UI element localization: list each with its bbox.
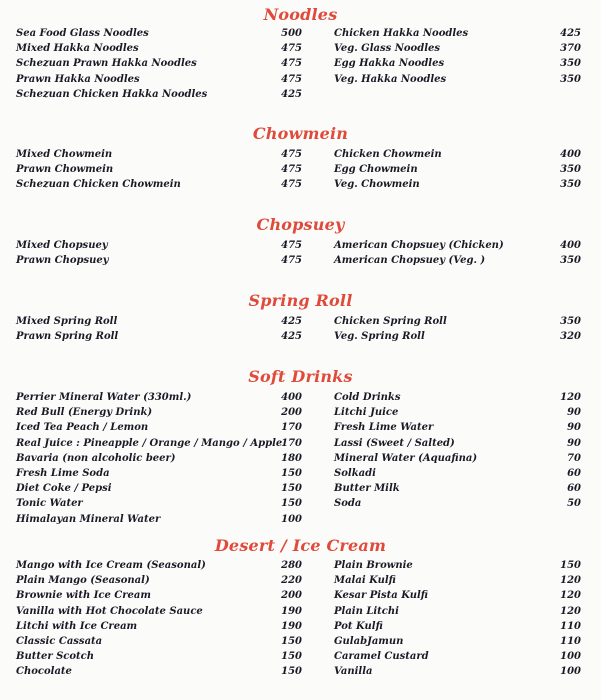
menu-item-price: 190 <box>281 620 302 632</box>
menu-item-price: 320 <box>560 331 581 343</box>
menu-item-name: Veg. Chowmein <box>334 179 420 191</box>
menu-item-price: 400 <box>560 149 581 160</box>
menu-item-name: Mixed Spring Roll <box>16 316 118 327</box>
menu-item-price: 150 <box>281 498 302 510</box>
menu-item-name: Iced Tea Peach / Lemon <box>16 422 149 434</box>
menu-item-name: Brownie with Ice Cream <box>16 590 151 602</box>
menu-item-name: Pot Kulfi <box>334 620 383 632</box>
menu-item-price: 475 <box>281 255 302 267</box>
menu-item-name: Litchi Juice <box>334 407 399 419</box>
menu-item-price: 475 <box>281 240 302 251</box>
menu-item-name: Classic Cassata <box>16 636 103 647</box>
section-title: Noodles <box>263 5 338 24</box>
menu-item-price: 200 <box>281 590 302 602</box>
menu-item-price: 475 <box>281 179 302 191</box>
menu-item-name: Veg. Hakka Noodles <box>334 73 447 85</box>
menu-item-name: Chicken Spring Roll <box>334 316 447 327</box>
menu-item-price: 400 <box>560 240 581 251</box>
menu-item-price: 425 <box>560 28 581 39</box>
menu-item-name: Chicken Hakka Noodles <box>334 28 469 39</box>
menu-item-price: 90 <box>567 407 581 419</box>
menu-item-price: 50 <box>567 498 581 510</box>
menu-item-name: Butter Scotch <box>16 651 95 663</box>
menu-item-name: Perrier Mineral Water (330ml.) <box>16 392 192 403</box>
menu-item-name: American Chopsuey (Chicken) <box>334 240 504 251</box>
menu-item-price: 110 <box>560 620 581 632</box>
menu-item-name: Cold Drinks <box>334 392 401 403</box>
menu-item-price: 120 <box>560 605 581 617</box>
section-title: Chopsuey <box>256 215 345 234</box>
menu-item-price: 100 <box>281 513 302 525</box>
menu-item-price: 280 <box>281 560 302 571</box>
menu-item-name: Schezuan Chicken Hakka Noodles <box>16 88 208 100</box>
menu-item-name: Prawn Chopsuey <box>16 255 109 267</box>
menu-item-name: Red Bull (Energy Drink) <box>16 407 153 419</box>
menu-item-price: 120 <box>560 575 581 587</box>
menu-item-price: 150 <box>281 666 302 678</box>
menu-item-name: Egg Chowmein <box>334 164 418 176</box>
menu-item-name: Lassi (Sweet / Salted) <box>334 437 455 449</box>
menu-item-name: Mango with Ice Cream (Seasonal) <box>16 560 206 571</box>
menu-item-price: 370 <box>560 43 581 55</box>
menu-item-price: 70 <box>567 452 581 464</box>
menu-item-name: Fresh Lime Water <box>334 422 434 434</box>
menu-item-price: 150 <box>281 636 302 647</box>
menu-item-name: Mineral Water (Aquafina) <box>334 452 478 464</box>
menu-item-name: Plain Brownie <box>334 560 413 571</box>
menu-item-price: 150 <box>560 560 581 571</box>
menu-item-price: 60 <box>567 468 581 479</box>
menu-item-name: Veg. Glass Noodles <box>334 43 440 55</box>
menu-item-name: Malai Kulfi <box>334 575 396 587</box>
menu-item-name: Solkadi <box>334 468 376 479</box>
menu-item-price: 120 <box>560 590 581 602</box>
menu-item-name: Chocolate <box>16 666 72 678</box>
menu-item-name: Prawn Spring Roll <box>16 331 119 343</box>
menu-item-name: Kesar Pista Kulfi <box>334 590 429 602</box>
menu-item-name: Soda <box>334 498 362 510</box>
menu-item-price: 475 <box>281 149 302 160</box>
menu-item-name: Himalayan Mineral Water <box>16 513 161 525</box>
menu-item-price: 350 <box>560 179 581 191</box>
menu-item-price: 350 <box>560 73 581 85</box>
menu-item-price: 110 <box>560 636 581 647</box>
menu-item-name: Mixed Hakka Noodles <box>16 43 139 55</box>
menu-item-price: 60 <box>567 483 581 495</box>
menu-item-name: Schezuan Prawn Hakka Noodles <box>16 58 197 70</box>
menu-item-name: Prawn Hakka Noodles <box>16 73 140 85</box>
section-title: Spring Roll <box>248 291 353 310</box>
menu-item-price: 150 <box>281 651 302 663</box>
section-title: Desert / Ice Cream <box>214 536 387 555</box>
menu-item-name: Prawn Chowmein <box>16 164 114 176</box>
menu-item-name: Vanilla with Hot Chocolate Sauce <box>16 605 203 617</box>
menu-item-price: 350 <box>560 58 581 70</box>
menu-item-price: 90 <box>567 422 581 434</box>
menu-item-name: Egg Hakka Noodles <box>334 58 445 70</box>
menu-item-name: Mixed Chowmein <box>16 149 113 160</box>
menu-item-price: 190 <box>281 605 302 617</box>
menu-item-price: 150 <box>281 468 302 479</box>
menu-item-price: 475 <box>281 43 302 55</box>
menu-item-name: Caramel Custard <box>334 651 429 663</box>
menu-item-name: Real Juice : Pineapple / Orange / Mango / Apple <box>16 437 283 449</box>
menu-item-price: 425 <box>281 88 302 100</box>
menu-item-price: 475 <box>281 73 302 85</box>
menu-item-price: 475 <box>281 164 302 176</box>
menu-item-name: American Chopsuey (Veg. ) <box>334 255 486 267</box>
menu-item-name: Plain Mango (Seasonal) <box>16 575 150 587</box>
menu-item-price: 100 <box>560 651 581 663</box>
menu-item-name: Fresh Lime Soda <box>16 468 110 479</box>
menu-item-name: Butter Milk <box>334 483 400 495</box>
menu-item-name: Plain Litchi <box>334 605 399 617</box>
menu-item-price: 425 <box>281 316 302 327</box>
menu-item-price: 180 <box>281 452 302 464</box>
menu-item-price: 150 <box>281 483 302 495</box>
menu-item-name: Veg. Spring Roll <box>334 331 425 343</box>
section-title: Chowmein <box>252 124 349 143</box>
menu-item-name: Sea Food Glass Noodles <box>16 28 149 39</box>
menu-item-price: 475 <box>281 58 302 70</box>
menu-item-price: 500 <box>281 28 302 39</box>
menu-item-name: Schezuan Chicken Chowmein <box>16 179 181 191</box>
menu-item-name: Bavaria (non alcoholic beer) <box>16 452 176 464</box>
menu-item-price: 425 <box>281 331 302 343</box>
section-title: Soft Drinks <box>248 367 353 386</box>
menu-item-price: 170 <box>281 437 302 449</box>
menu-item-price: 400 <box>281 392 302 403</box>
menu-item-price: 350 <box>560 255 581 267</box>
menu-item-name: Diet Coke / Pepsi <box>16 483 112 495</box>
menu-item-price: 350 <box>560 316 581 327</box>
menu-item-price: 350 <box>560 164 581 176</box>
menu-item-name: Vanilla <box>334 666 373 678</box>
menu-item-price: 120 <box>560 392 581 403</box>
menu-item-name: Tonic Water <box>16 498 83 510</box>
menu-item-name: GulabJamun <box>334 636 404 647</box>
menu-item-name: Mixed Chopsuey <box>16 240 108 251</box>
menu-item-price: 90 <box>567 437 581 449</box>
menu-item-price: 170 <box>281 422 302 434</box>
menu-item-name: Chicken Chowmein <box>334 149 442 160</box>
menu-item-price: 100 <box>560 666 581 678</box>
menu-item-price: 200 <box>281 407 302 419</box>
menu-item-name: Litchi with Ice Cream <box>16 620 138 632</box>
menu-item-price: 220 <box>281 575 302 587</box>
